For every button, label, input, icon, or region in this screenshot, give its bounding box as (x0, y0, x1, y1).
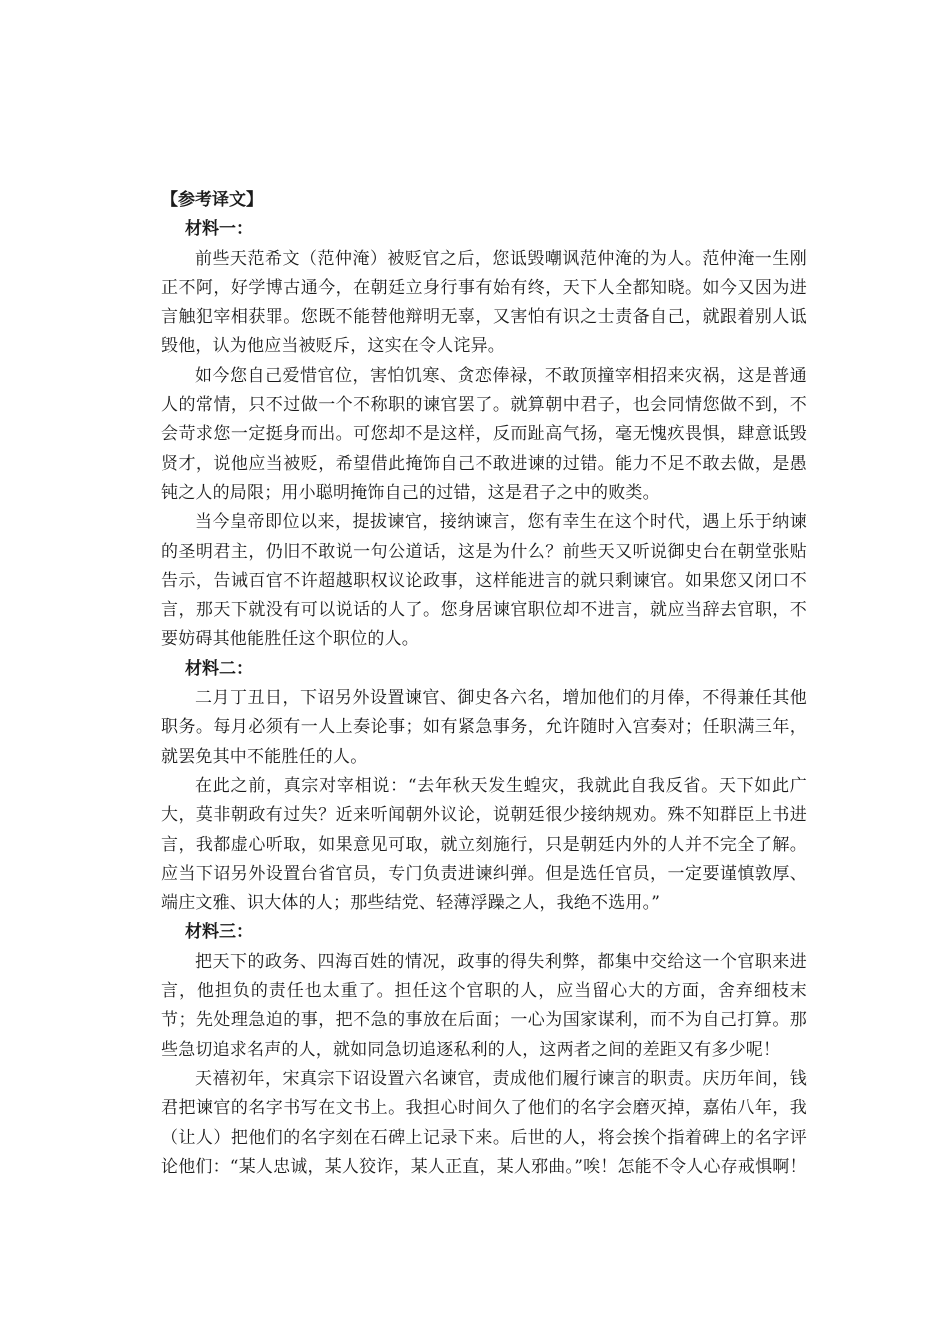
paragraph: 把天下的政务、四海百姓的情况，政事的得失利弊，都集中交给这一个官职来进言，他担负的责任也太重了。担任这个官职的人，应当留心大的方面，舍弃细枝末节；先处理急迫的事，把不急的事放在后面；一心为国家谋利，而不为自己打算。那些急切追求名声的人，就如同急切追逐私利的人，这两者之间的差距又有多少呢！ (161, 951, 807, 1060)
section-title-3: 材料三： (185, 922, 253, 943)
paragraph: 如今您自己爱惜官位，害怕饥寒、贪恋俸禄，不敢顶撞宰相招来灾祸，这是普通人的常情，只不过做一个不称职的谏官罢了。就算朝中君子，也会同情您做不到，不会苛求您一定挺身而出。可您却不是这样，反而趾高气扬，毫无愧疚畏惧，肆意诋毁贤才，说他应当被贬，希望借此掩饰自己不敢进谏的过错。能力不足不敢去做，是愚钝之人的局限；用小聪明掩饰自己的过错，这是君子之中的败类。 (161, 365, 807, 503)
paragraph: 天禧初年，宋真宗下诏设置六名谏官，责成他们履行谏言的职责。庆历年间，钱君把谏官的名字书写在文书上。我担心时间久了他们的名字会磨灭掉，嘉佑八年，我（让人）把他们的名字刻在石碑上记录下来。后世的人，将会挨个指着碑上的名字评论他们：“某人忠诚，某人狡诈，某人正直，某人邪曲。”唉！怎能不令人心存戒惧啊！ (161, 1068, 807, 1177)
paragraph: 当今皇帝即位以来，提拔谏官，接纳谏言，您有幸生在这个时代，遇上乐于纳谏的圣明君主，仍旧不敢说一句公道话，这是为什么？前些天又听说御史台在朝堂张贴告示，告诫百官不许超越职权议论政事，这样能进言的就只剩谏官。如果您又闭口不言，那天下就没有可以说话的人了。您身居谏官职位却不进言，就应当辞去官职，不要妨碍其他能胜任这个职位的人。 (161, 512, 807, 650)
document-body (161, 186, 807, 1182)
paragraph: 前些天范希文（范仲淹）被贬官之后，您诋毁嘲讽范仲淹的为人。范仲淹一生刚正不阿，好学博古通今，在朝廷立身行事有始有终，天下人全都知晓。如今又因为进言触犯宰相获罪。您既不能替他辩明无辜，又害怕有识之士责备自己，就跟着别人诋毁他，认为他应当被贬斥，这实在令人诧异。 (161, 248, 807, 357)
paragraph: 在此之前，真宗对宰相说：“去年秋天发生蝗灾，我就此自我反省。天下如此广大，莫非朝政有过失？近来听闻朝外议论，说朝廷很少接纳规劝。殊不知群臣上书进言，我都虚心听取，如果意见可取，就立刻施行，只是朝廷内外的人并不完全了解。应当下诏另外设置台省官员，专门负责进谏纠弹。但是选任官员，一定要谨慎敦厚、端庄文雅、识大体的人；那些结党、轻薄浮躁之人，我绝不选用。” (161, 775, 807, 914)
section-title-1: 材料一： (185, 219, 253, 240)
document-heading: 【参考译文】 (161, 190, 263, 210)
section-title-2: 材料二： (185, 658, 253, 679)
paragraph: 二月丁丑日，下诏另外设置谏官、御史各六名，增加他们的月俸，不得兼任其他职务。每月必须有一人上奏论事；如有紧急事务，允许随时入宫奏对；任职满三年，就罢免其中不能胜任的人。 (161, 688, 807, 767)
